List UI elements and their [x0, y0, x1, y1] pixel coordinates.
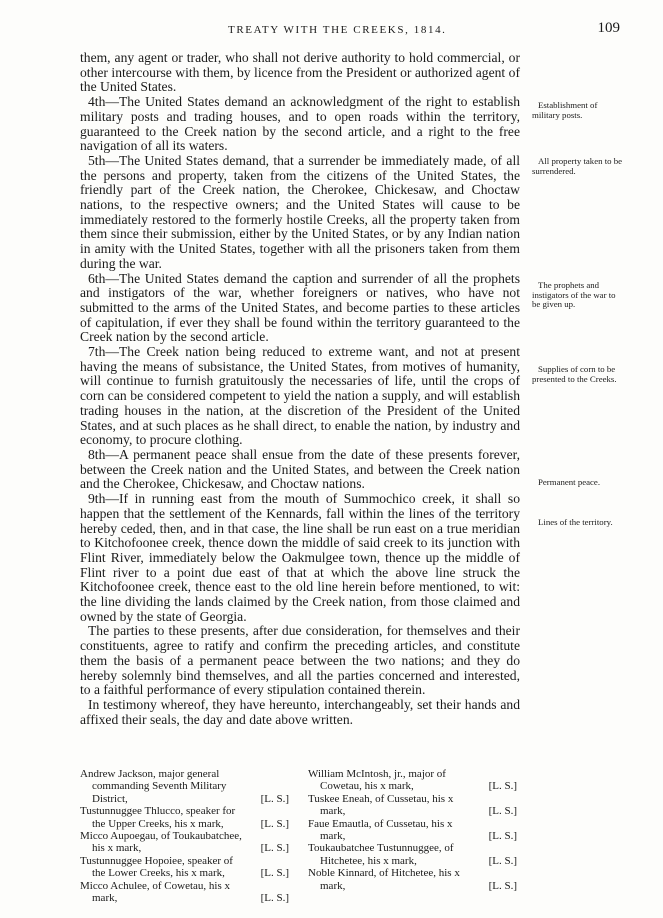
- signatory: Andrew Jackson, major general commanding Seventh Military District,: [80, 768, 227, 805]
- signature-entry: [80, 855, 289, 880]
- signatures-left-column: [80, 768, 289, 904]
- article-6: 6th—The United States demand the caption and surrender of all the prophets and instigators of the war, whether foreigners or natives, who have not submitted to the arms of the United States, and become parties to these articles of capitulation, if ever they shall be found within the territory guaranteed to the Creek nation by the second article.: [80, 270, 520, 345]
- seal-mark: [L. S.]: [488, 805, 517, 818]
- signatory: Tuskee Eneah, of Cussetau, his x mark,: [308, 792, 454, 818]
- seal-mark: [L. S.]: [260, 867, 289, 880]
- signature-entry: [80, 880, 289, 905]
- signature-entry: [80, 830, 289, 855]
- running-title: TREATY WITH THE CREEKS, 1814.: [228, 24, 447, 36]
- article-7: 7th—The Creek nation being reduced to extreme want, and not at present having the means of subsistance, the United States, from motives of humanity, will continue to furnish gratuitously the necessaries of life, until the crops of corn can be considered competent to yield the nation a supply, and will establish trading houses in the nation, at the discretion of the President of the United States, and at such places as he shall direct, to enable the nation, by industry and economy, to procure clothing.: [80, 344, 520, 448]
- seal-mark: [L. S.]: [260, 817, 289, 830]
- signatory: Tustunnuggee Hopoiee, speaker of the Lower Creeks, his x mark,: [80, 854, 233, 880]
- signature-entry: [80, 768, 289, 805]
- signatory: Toukaubatchee Tustunnuggee, of Hitchetee, his x mark,: [308, 842, 454, 867]
- page-number: 109: [597, 20, 620, 36]
- seal-mark: [L. S.]: [488, 879, 517, 892]
- running-header: [80, 22, 620, 42]
- signature-entry: [308, 768, 517, 793]
- signatory: Micco Achulee, of Cowetau, his x mark,: [80, 879, 230, 905]
- signature-entry: [308, 793, 517, 818]
- treaty-text: [80, 51, 520, 727]
- seal-mark: [L. S.]: [260, 842, 289, 855]
- signature-entry: [308, 867, 517, 892]
- margin-note: All property taken to be surrendered.: [532, 156, 623, 176]
- seal-mark: [L. S.]: [260, 892, 289, 905]
- signatures-right-column: [308, 768, 517, 892]
- seal-mark: [L. S.]: [488, 854, 517, 867]
- signature-entry: [308, 818, 517, 843]
- signatory: William McIntosh, jr., major of Cowetau, his x mark,: [308, 768, 446, 793]
- article-9: 9th—If in running east from the mouth of Summochico creek, it shall so happen that the settlement of the Kennards, fall within the lines of the territory hereby ceded, then, and in that case, the line shall be run east on a true meridian to Kitchofoonee creek, thence down the middle of said creek to its junction with Flint River, immediately below the Oakmulgee town, thence up the middle of Flint river to a point due east of that at which the above line struck the Kitchofoonee creek, thence east to the old line herein before mentioned, to wit: the line dividing the lands claimed by the Creek nation, from those claimed and owned by the state of Georgia.: [80, 491, 520, 624]
- signature-entry: [80, 805, 289, 830]
- ratification-paragraph: The parties to these presents, after due consideration, for themselves and their constituents, agree to ratify and confirm the preceding articles, and constitute them the basis of a permanent peace between the two nations; and they do hereby solemnly bind themselves, and all the parties concerned and interested, to a faithful performance of every stipulation contained therein.: [80, 623, 520, 698]
- article-4: 4th—The United States demand an acknowledgment of the right to establish military posts and trading houses, and to open roads within the territory, guaranteed to the Creek nation by the second article, and a right to the free navigation of all its waters.: [80, 94, 520, 154]
- signature-entry: [308, 842, 517, 867]
- testimony-paragraph: In testimony whereof, they have hereunto, interchangeably, set their hands and affixed their seals, the day and date above written.: [80, 696, 520, 727]
- signatory: Micco Aupoegau, of Toukaubatchee, his x mark,: [80, 830, 242, 855]
- margin-note: Establishment of military posts.: [532, 100, 598, 120]
- paragraph-continuation: them, any agent or trader, who shall not derive authority to hold commercial, or other intercourse with them, by licence from the President or authorized agent of the United States.: [80, 50, 520, 95]
- signatory: Tustunnuggee Thlucco, speaker for the Upper Creeks, his x mark,: [80, 805, 236, 830]
- seal-mark: [L. S.]: [488, 830, 517, 843]
- signatory: Faue Emautla, of Cussetau, his x mark,: [308, 817, 453, 843]
- signatory: Noble Kinnard, of Hitchetee, his x mark,: [308, 867, 460, 892]
- margin-note: The prophets and instigators of the war to be given up.: [532, 280, 616, 310]
- margin-note: Lines of the territory.: [538, 517, 613, 527]
- article-5: 5th—The United States demand, that a surrender be immediately made, of all the persons and property, taken from the citizens of the United States, the friendly part of the Creek nation, the Cherokee, Chickesaw, and Choctaw nations, to the respective owners; and the United States will cause to be immediately restored to the formerly hostile Creeks, all the property taken from them since their submission, either by the United States, or by any Indian nation in amity with the United States, together with all the prisoners taken from them during the war.: [80, 152, 520, 271]
- margin-note: Supplies of corn to be presented to the Creeks.: [532, 364, 617, 384]
- seal-mark: [L. S.]: [260, 792, 289, 805]
- seal-mark: [L. S.]: [488, 780, 517, 793]
- margin-note: Permanent peace.: [538, 477, 601, 487]
- article-8: 8th—A permanent peace shall ensue from the date of these presents forever, between the Creek nation and the United States, and between the Creek nation and the Cherokee, Chickesaw, and Choctaw nations.: [80, 446, 520, 492]
